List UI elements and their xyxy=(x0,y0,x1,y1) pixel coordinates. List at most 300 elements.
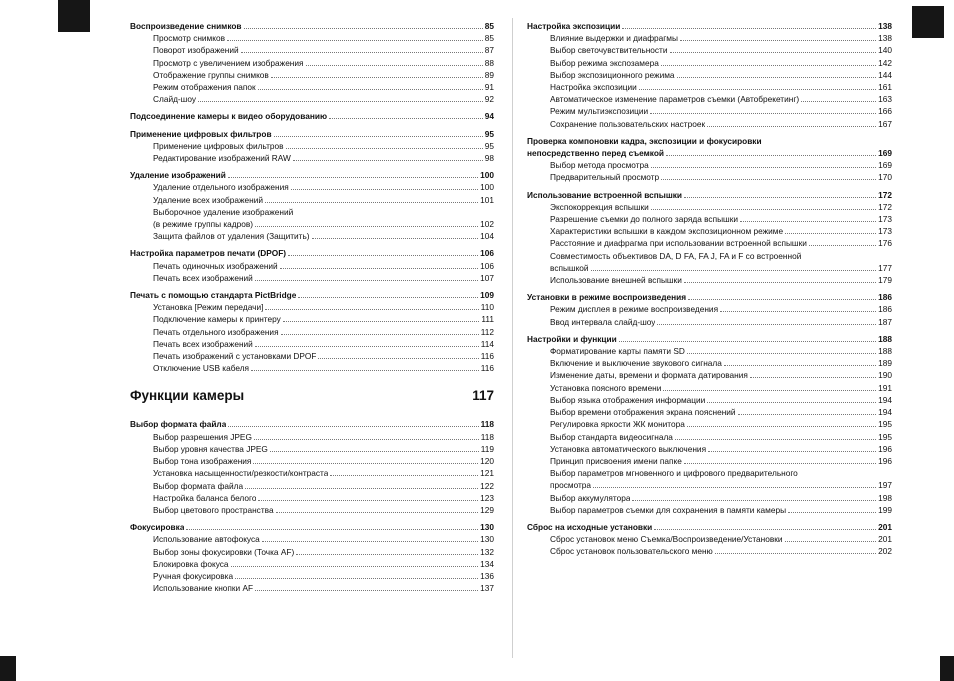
toc-entry-title: Редактирование изображений RAW xyxy=(153,153,291,164)
toc-section-heading[interactable] xyxy=(130,247,494,259)
dot-leader xyxy=(235,578,478,579)
toc-entry-title: Выбор цветового пространства xyxy=(153,504,274,515)
toc-entry-title: Выбор тона изображения xyxy=(153,456,252,467)
toc-entry[interactable] xyxy=(527,171,892,183)
toc-entry-title: Отображение группы снимков xyxy=(153,69,269,80)
toc-entry-title: Выбор формата файла xyxy=(153,480,244,491)
toc-entry-title: Включение и выключение звукового сигнала xyxy=(550,358,722,369)
dot-leader xyxy=(330,475,478,476)
toc-entry-title: Просмотр с увеличением изображения xyxy=(153,57,304,68)
toc-entry[interactable] xyxy=(130,206,494,218)
toc-entry-page: 138 xyxy=(878,33,892,44)
toc-entry[interactable] xyxy=(130,533,494,545)
toc-entry-title: Выбор параметров мгновенного и цифрового предварительного xyxy=(550,468,798,479)
toc-entry[interactable] xyxy=(527,382,892,394)
toc-entry[interactable] xyxy=(527,316,892,328)
dot-leader xyxy=(231,566,479,567)
dot-leader xyxy=(801,101,876,102)
toc-entry[interactable] xyxy=(130,69,494,81)
toc-entry-title: Регулировка яркости ЖК монитора xyxy=(550,419,685,430)
toc-entry-title: Установки в режиме воспроизведения xyxy=(527,292,687,303)
toc-section-heading[interactable] xyxy=(130,418,494,430)
toc-entry[interactable] xyxy=(527,394,892,406)
toc-entry[interactable] xyxy=(130,480,494,492)
toc-entry[interactable] xyxy=(130,32,494,44)
toc-entry-page: 88 xyxy=(484,57,494,68)
toc-entry[interactable] xyxy=(130,152,494,164)
toc-entry-page: 163 xyxy=(878,94,892,105)
dot-leader xyxy=(258,500,478,501)
toc-entry[interactable] xyxy=(130,44,494,56)
toc-entry-title: Настройка экспозиции xyxy=(550,82,637,93)
toc-entry[interactable] xyxy=(527,93,892,105)
toc-entry[interactable] xyxy=(527,57,892,69)
toc-entry[interactable] xyxy=(130,455,494,467)
toc-left-sections-2 xyxy=(130,418,494,594)
dot-leader xyxy=(228,426,478,427)
toc-entry-page: 142 xyxy=(878,57,892,68)
toc-entry-title: Изменение даты, времени и формата датирования xyxy=(550,370,748,381)
toc-entry-page: 95 xyxy=(484,128,494,139)
dot-leader xyxy=(651,209,876,210)
dot-leader xyxy=(245,488,478,489)
dot-leader xyxy=(271,77,483,78)
dot-leader xyxy=(654,529,876,530)
toc-entry[interactable] xyxy=(527,105,892,117)
page-corner-tab-right xyxy=(912,6,944,38)
toc-entry-page: 179 xyxy=(878,275,892,286)
chapter-page: 117 xyxy=(472,388,494,404)
toc-entry-title: (в режиме группы кадров) xyxy=(153,219,254,230)
dot-leader xyxy=(251,370,479,371)
toc-entry-title: Использование внешней вспышки xyxy=(550,275,682,286)
toc-entry-page: 140 xyxy=(878,45,892,56)
dot-leader xyxy=(809,245,876,246)
toc-section xyxy=(527,189,892,287)
toc-section xyxy=(527,521,892,558)
dot-leader xyxy=(593,487,876,488)
toc-entry[interactable] xyxy=(130,313,494,325)
toc-entry-title: Фокусировка xyxy=(130,522,185,533)
dot-leader xyxy=(253,463,478,464)
toc-entry[interactable] xyxy=(130,194,494,206)
toc-entry[interactable] xyxy=(527,479,892,491)
toc-entry-page: 106 xyxy=(480,260,494,271)
dot-leader xyxy=(788,512,876,513)
toc-section-heading[interactable] xyxy=(130,289,494,301)
toc-entry-page: 129 xyxy=(480,504,494,515)
toc-entry-title: Установка [Режим передачи] xyxy=(153,302,264,313)
toc-entry-page: 201 xyxy=(878,521,892,532)
toc-entry-title: просмотра xyxy=(550,480,592,491)
dot-leader xyxy=(254,439,479,440)
toc-entry-page: 89 xyxy=(484,69,494,80)
toc-entry-title: Печать всех изображений xyxy=(153,338,253,349)
dot-leader xyxy=(684,463,876,464)
dot-leader xyxy=(785,541,877,542)
dot-leader xyxy=(283,321,480,322)
toc-section xyxy=(527,291,892,328)
toc-entry[interactable] xyxy=(527,369,892,381)
toc-entry[interactable] xyxy=(527,357,892,369)
dot-leader xyxy=(708,451,876,452)
toc-entry[interactable] xyxy=(130,350,494,362)
toc-section-heading[interactable] xyxy=(527,189,892,201)
toc-entry-page: 85 xyxy=(484,33,494,44)
toc-section-heading-cont[interactable] xyxy=(527,147,892,159)
toc-entry-page: 104 xyxy=(480,231,494,242)
toc-section-heading[interactable] xyxy=(527,135,892,147)
toc-entry[interactable] xyxy=(527,225,892,237)
toc-entry[interactable] xyxy=(527,545,892,557)
toc-entry-title: Автоматическое изменение параметров съемки (Автобрекетинг) xyxy=(550,94,800,105)
toc-entry-page: 190 xyxy=(878,370,892,381)
toc-entry-title: Выбор аккумулятора xyxy=(550,492,631,503)
toc-entry-title: Применение цифровых фильтров xyxy=(153,140,284,151)
toc-entry-page: 110 xyxy=(480,302,494,313)
dot-leader xyxy=(663,390,876,391)
dot-leader xyxy=(632,500,876,501)
toc-entry-page: 95 xyxy=(484,140,494,151)
page-corner-mark-bottom-left xyxy=(0,656,16,681)
toc-entry-page: 199 xyxy=(878,504,892,515)
toc-entry-title: Воспроизведение снимков xyxy=(130,21,242,31)
toc-entry-title: Проверка компоновки кадра, экспозиции и фокусировки xyxy=(527,135,762,146)
toc-entry-page: 121 xyxy=(480,468,494,479)
toc-entry-title: Установка поясного времени xyxy=(550,382,662,393)
toc-entry-title: Характеристики вспышки в каждом экспозиционном режиме xyxy=(550,226,784,237)
dot-leader xyxy=(715,553,876,554)
dot-leader xyxy=(274,136,483,137)
toc-entry[interactable] xyxy=(130,57,494,69)
toc-entry-title: Разрешение съемки до полного заряда вспышки xyxy=(550,214,738,225)
toc-entry[interactable] xyxy=(130,582,494,594)
toc-entry-title: Применение цифровых фильтров xyxy=(130,128,272,139)
toc-entry-title: Подключение камеры к принтеру xyxy=(153,314,281,325)
toc-entry-page: 85 xyxy=(484,21,494,31)
toc-entry-title: Сохранение пользовательских настроек xyxy=(550,118,706,129)
dot-leader xyxy=(670,52,877,53)
toc-section-heading[interactable] xyxy=(527,333,892,345)
dot-leader xyxy=(707,126,876,127)
toc-entry-title: Сброс установок пользовательского меню xyxy=(550,546,713,557)
toc-entry[interactable] xyxy=(130,558,494,570)
toc-entry[interactable] xyxy=(527,418,892,430)
dot-leader xyxy=(306,65,483,66)
dot-leader xyxy=(740,221,876,222)
toc-entry-title: Печать отдельного изображения xyxy=(153,326,279,337)
toc-entry-title: Режим отображения папок xyxy=(153,82,256,93)
chapter-heading xyxy=(130,388,494,404)
dot-leader xyxy=(661,179,876,180)
toc-entry-title: Использование кнопки AF xyxy=(153,583,254,594)
toc-entry[interactable] xyxy=(130,93,494,105)
dot-leader xyxy=(657,324,876,325)
toc-entry[interactable] xyxy=(130,230,494,242)
toc-entry-title: Выбор режима экспозамера xyxy=(550,57,659,68)
toc-entry[interactable] xyxy=(527,81,892,93)
toc-entry[interactable] xyxy=(527,262,892,274)
toc-entry-title: Сброс на исходные установки xyxy=(527,521,653,532)
toc-entry[interactable] xyxy=(527,201,892,213)
toc-entry-page: 130 xyxy=(480,534,494,545)
dot-leader xyxy=(265,309,478,310)
toc-entry-title: Использование автофокуса xyxy=(153,534,260,545)
toc-entry[interactable] xyxy=(130,260,494,272)
toc-entry-title: Совместимость объективов DA, D FA, FA J, FA и F со встроенной xyxy=(550,250,802,261)
toc-entry-page: 173 xyxy=(878,226,892,237)
toc-entry-title: Просмотр снимков xyxy=(153,33,226,44)
toc-entry-page: 102 xyxy=(480,219,494,230)
toc-entry[interactable] xyxy=(130,140,494,152)
dot-leader xyxy=(622,28,876,29)
dot-leader xyxy=(738,414,877,415)
toc-entry[interactable] xyxy=(527,213,892,225)
dot-leader xyxy=(227,40,483,41)
toc-entry[interactable] xyxy=(130,570,494,582)
toc-entry[interactable] xyxy=(130,272,494,284)
dot-leader xyxy=(651,167,876,168)
toc-entry-page: 196 xyxy=(878,443,892,454)
toc-entry[interactable] xyxy=(527,69,892,81)
page-spine xyxy=(512,18,513,658)
toc-entry[interactable] xyxy=(130,504,494,516)
toc-entry-page: 98 xyxy=(484,153,494,164)
toc-entry-title: Настройки и функции xyxy=(527,333,617,344)
toc-entry-title: Влияние выдержки и диафрагмы xyxy=(550,33,678,44)
dot-leader xyxy=(687,353,876,354)
toc-entry-title: Выбор параметров съемки для сохранения в памяти камеры xyxy=(550,504,787,515)
toc-entry[interactable] xyxy=(527,533,892,545)
toc-entry-page: 138 xyxy=(878,21,892,31)
dot-leader xyxy=(270,451,479,452)
toc-entry[interactable] xyxy=(527,250,892,262)
toc-entry[interactable] xyxy=(130,326,494,338)
toc-entry-title: Настройка баланса белого xyxy=(153,492,257,503)
toc-entry-page: 166 xyxy=(878,106,892,117)
dot-leader xyxy=(750,377,876,378)
toc-entry[interactable] xyxy=(527,303,892,315)
toc-entry-page: 172 xyxy=(878,189,892,200)
toc-entry-page: 87 xyxy=(484,45,494,56)
toc-entry[interactable] xyxy=(527,237,892,249)
toc-section xyxy=(130,418,494,516)
dot-leader xyxy=(255,280,478,281)
toc-entry[interactable] xyxy=(130,218,494,230)
toc-entry-page: 91 xyxy=(484,82,494,93)
toc-entry-title: Выбор языка отображения информации xyxy=(550,394,706,405)
dot-leader xyxy=(255,346,479,347)
toc-entry-title: вспышкой xyxy=(550,262,589,273)
toc-entry[interactable] xyxy=(130,546,494,558)
dot-leader xyxy=(291,189,478,190)
dot-leader xyxy=(684,282,876,283)
toc-entry[interactable] xyxy=(527,32,892,44)
toc-entry-page: 186 xyxy=(878,304,892,315)
toc-entry-title: Выборочное удаление изображений xyxy=(153,206,294,217)
toc-entry-page: 169 xyxy=(878,148,892,159)
toc-entry-page: 144 xyxy=(878,69,892,80)
toc-entry-title: Выбор экспозиционного режима xyxy=(550,69,675,80)
dot-leader xyxy=(255,590,478,591)
toc-entry[interactable] xyxy=(130,362,494,374)
toc-entry[interactable] xyxy=(527,274,892,286)
toc-entry-title: Печать одиночных изображений xyxy=(153,260,278,271)
toc-entry-page: 191 xyxy=(878,382,892,393)
toc-entry-page: 134 xyxy=(480,558,494,569)
dot-leader xyxy=(241,52,483,53)
toc-entry[interactable] xyxy=(527,345,892,357)
toc-entry-page: 172 xyxy=(878,201,892,212)
toc-entry-title: Блокировка фокуса xyxy=(153,558,229,569)
toc-section xyxy=(130,110,494,122)
dot-leader xyxy=(198,101,483,102)
dot-leader xyxy=(329,118,483,119)
toc-entry[interactable] xyxy=(527,455,892,467)
toc-entry[interactable] xyxy=(527,467,892,479)
toc-entry-page: 123 xyxy=(480,492,494,503)
dot-leader xyxy=(619,341,876,342)
toc-entry[interactable] xyxy=(130,81,494,93)
toc-entry[interactable] xyxy=(527,406,892,418)
toc-entry-page: 112 xyxy=(480,326,494,337)
dot-leader xyxy=(293,160,483,161)
toc-entry[interactable] xyxy=(527,118,892,130)
toc-entry-page: 137 xyxy=(480,583,494,594)
toc-entry-title: Выбор уровня качества JPEG xyxy=(153,443,268,454)
dot-leader xyxy=(276,512,479,513)
toc-entry-page: 161 xyxy=(878,82,892,93)
toc-entry-page: 187 xyxy=(878,316,892,327)
toc-entry[interactable] xyxy=(527,443,892,455)
dot-leader xyxy=(186,529,478,530)
toc-entry-title: Выбор времени отображения экрана пояснений xyxy=(550,407,736,418)
toc-entry-title: Установка насыщенности/резкости/контраста xyxy=(153,468,329,479)
toc-entry-page: 101 xyxy=(480,194,494,205)
toc-entry-title: Ввод интервала слайд-шоу xyxy=(550,316,656,327)
toc-section-heading[interactable] xyxy=(527,521,892,533)
toc-entry-title: Режим мультиэкспозиции xyxy=(550,106,649,117)
toc-entry-title: Слайд-шоу xyxy=(153,94,197,105)
dot-leader xyxy=(244,28,483,29)
toc-entry-page: 177 xyxy=(878,262,892,273)
toc-entry-title: Защита файлов от удаления (Защитить) xyxy=(153,231,310,242)
toc-section xyxy=(130,247,494,284)
toc-entry[interactable] xyxy=(130,181,494,193)
dot-leader xyxy=(785,233,876,234)
toc-entry[interactable] xyxy=(130,431,494,443)
toc-section-heading[interactable] xyxy=(130,20,494,32)
toc-entry-title: Настройка параметров печати (DPOF) xyxy=(130,248,287,259)
page-corner-tab-left xyxy=(58,0,90,32)
dot-leader xyxy=(280,268,478,269)
toc-entry-title: Удаление отдельного изображения xyxy=(153,182,289,193)
toc-section xyxy=(130,521,494,594)
dot-leader xyxy=(650,113,876,114)
toc-entry-page: 130 xyxy=(480,522,494,533)
toc-entry-title: Форматирование карты памяти SD xyxy=(550,346,685,357)
toc-entry[interactable] xyxy=(527,504,892,516)
toc-entry-title: Печать всех изображений xyxy=(153,272,253,283)
toc-entry-page: 114 xyxy=(480,338,494,349)
toc-entry[interactable] xyxy=(130,443,494,455)
toc-entry-page: 136 xyxy=(480,570,494,581)
toc-entry[interactable] xyxy=(527,492,892,504)
toc-entry[interactable] xyxy=(130,301,494,313)
toc-entry[interactable] xyxy=(130,338,494,350)
toc-entry-page: 198 xyxy=(878,492,892,503)
toc-entry-page: 186 xyxy=(878,292,892,303)
toc-entry-page: 111 xyxy=(481,314,494,325)
toc-entry-title: Выбор формата файла xyxy=(130,419,227,430)
toc-entry-title: Выбор зоны фокусировки (Точка AF) xyxy=(153,546,295,557)
toc-entry-title: Печать с помощью стандарта PictBridge xyxy=(130,290,297,301)
toc-entry-page: 202 xyxy=(878,546,892,557)
dot-leader xyxy=(286,148,483,149)
toc-section xyxy=(527,135,892,184)
toc-entry-page: 118 xyxy=(480,419,494,430)
dot-leader xyxy=(296,554,478,555)
toc-entry-title: непосредственно перед съемкой xyxy=(527,148,665,159)
toc-entry[interactable] xyxy=(130,492,494,504)
dot-leader xyxy=(677,77,877,78)
toc-section-heading[interactable] xyxy=(130,110,494,122)
toc-entry[interactable] xyxy=(130,467,494,479)
toc-entry-page: 170 xyxy=(878,172,892,183)
toc-entry[interactable] xyxy=(527,431,892,443)
dot-leader xyxy=(680,40,876,41)
dot-leader xyxy=(281,334,479,335)
toc-entry[interactable] xyxy=(527,159,892,171)
dot-leader xyxy=(724,365,876,366)
toc-entry[interactable] xyxy=(527,44,892,56)
toc-entry-page: 167 xyxy=(878,118,892,129)
toc-entry-page: 173 xyxy=(878,214,892,225)
toc-entry-page: 188 xyxy=(878,333,892,344)
dot-leader xyxy=(298,297,478,298)
toc-section-heading[interactable] xyxy=(527,20,892,32)
toc-section xyxy=(130,128,494,165)
toc-section-heading[interactable] xyxy=(130,128,494,140)
toc-entry-page: 201 xyxy=(878,534,892,545)
dot-leader xyxy=(265,202,478,203)
dot-leader xyxy=(262,541,478,542)
toc-entry-title: Поворот изображений xyxy=(153,45,239,56)
toc-entry-page: 120 xyxy=(480,456,494,467)
toc-section-heading[interactable] xyxy=(130,521,494,533)
toc-entry-page: 100 xyxy=(480,170,494,181)
toc-left-page xyxy=(130,20,494,594)
dot-leader xyxy=(288,255,478,256)
toc-entry-title: Установка автоматического выключения xyxy=(550,443,707,454)
toc-left-sections xyxy=(130,20,494,374)
toc-section xyxy=(130,20,494,105)
toc-entry-page: 109 xyxy=(480,290,494,301)
toc-section-heading[interactable] xyxy=(527,291,892,303)
toc-section-heading[interactable] xyxy=(130,169,494,181)
toc-entry-page: 100 xyxy=(480,182,494,193)
toc-entry-page: 188 xyxy=(878,346,892,357)
toc-entry-title: Подсоединение камеры к видео оборудованию xyxy=(130,111,328,122)
dot-leader xyxy=(258,89,483,90)
toc-entry-title: Предварительный просмотр xyxy=(550,172,660,183)
toc-entry-title: Удаление всех изображений xyxy=(153,194,263,205)
dot-leader xyxy=(318,358,478,359)
toc-entry-title: Отключение USB кабеля xyxy=(153,363,250,374)
toc-entry-page: 116 xyxy=(480,351,494,362)
dot-leader xyxy=(639,89,876,90)
toc-entry-page: 196 xyxy=(878,455,892,466)
